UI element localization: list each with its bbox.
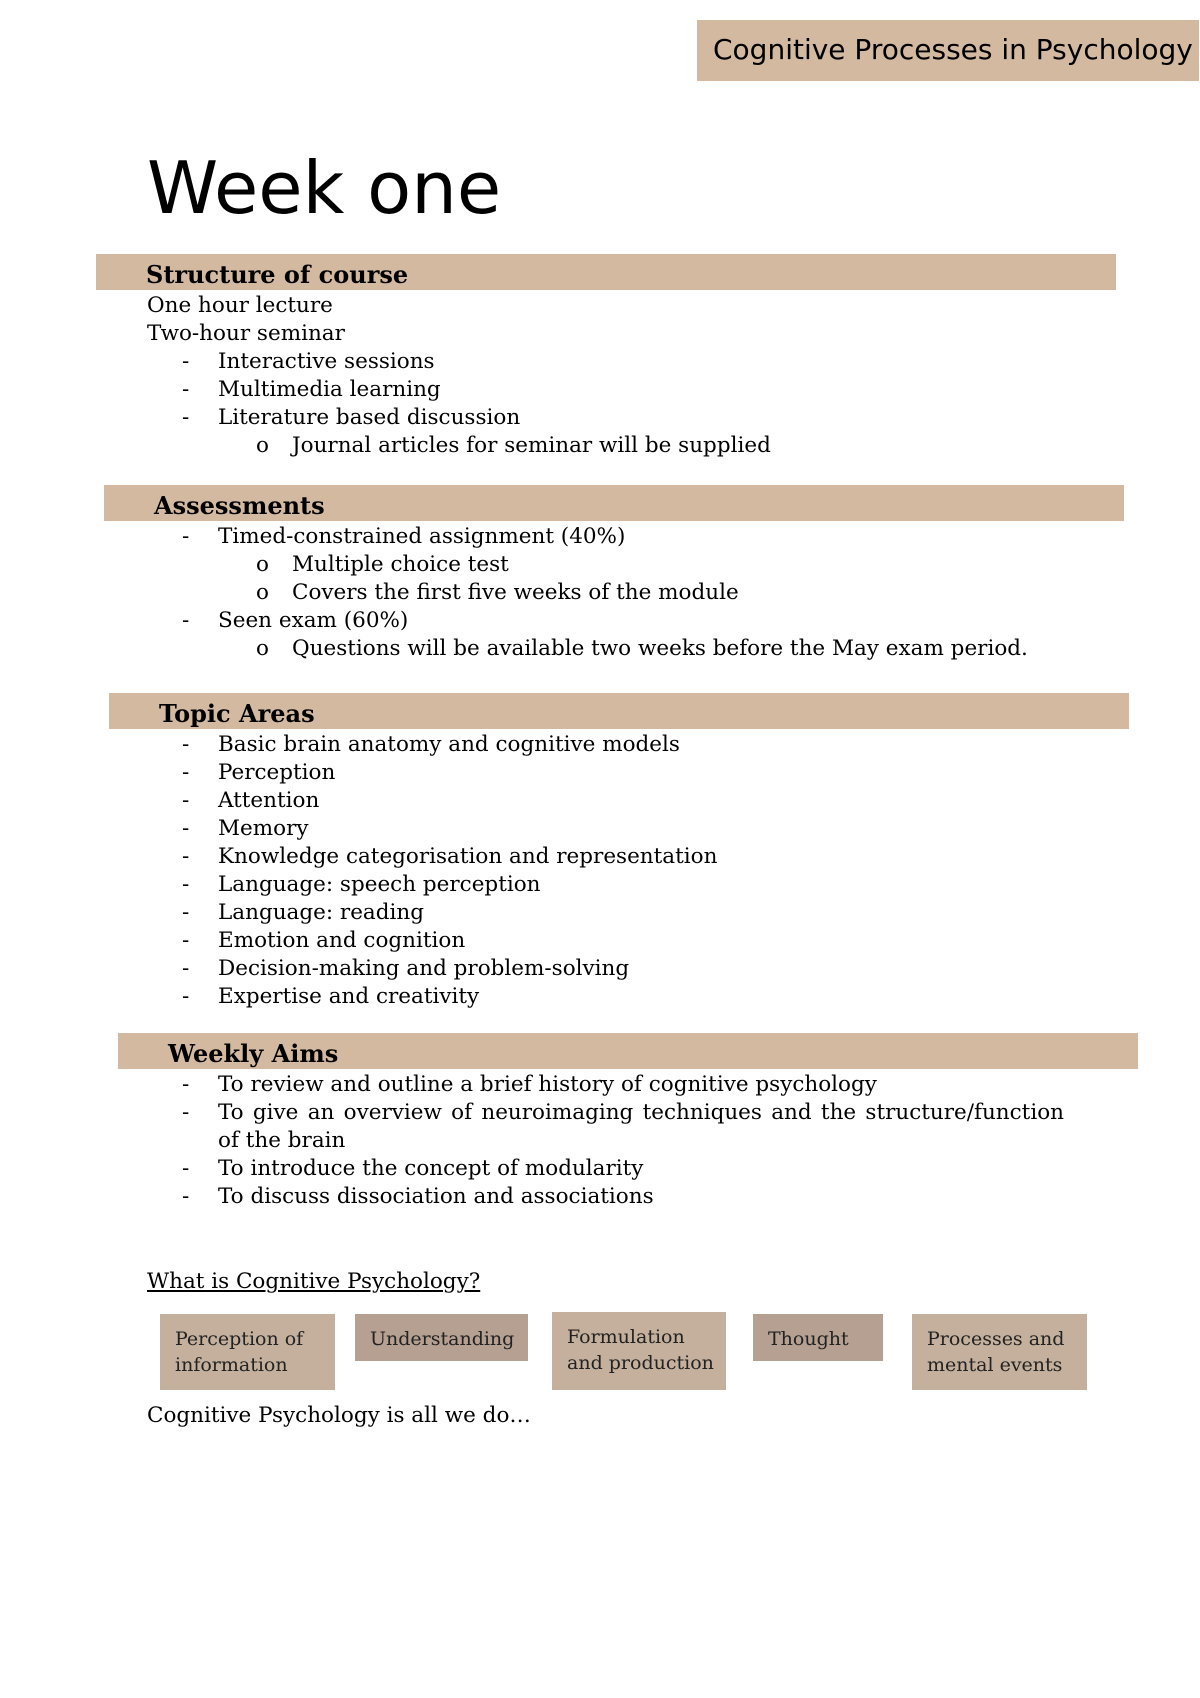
closing-statement: Cognitive Psychology is all we do…: [147, 1403, 531, 1428]
structure-line: One hour lecture: [147, 293, 333, 318]
assessments-list: [0, 523, 1200, 663]
list-item: - Emotion and cognition: [0, 927, 1200, 955]
document-header-tag: Cognitive Processes in Psychology: [697, 20, 1199, 81]
sub-list-item: o Questions will be available two weeks before the May exam period.: [292, 635, 1200, 663]
list-item: - Timed-constrained assignment (40%) o Multiple choice test o Covers the first five weeks of the module: [0, 523, 1200, 607]
list-item: - Attention: [0, 787, 1200, 815]
topics-list: [0, 731, 1200, 1011]
diagram-box-thought: Thought: [753, 1314, 883, 1361]
list-item: - To discuss dissociation and associations: [0, 1183, 1200, 1211]
list-item: - Memory: [0, 815, 1200, 843]
list-item: - Perception: [0, 759, 1200, 787]
list-item: - Language: speech perception: [0, 871, 1200, 899]
list-item: - Knowledge categorisation and representation: [0, 843, 1200, 871]
list-item: - Language: reading: [0, 899, 1200, 927]
page-title: Week one: [147, 146, 502, 230]
section-heading-structure: Structure of course: [96, 254, 1116, 290]
aims-list: [0, 1071, 1200, 1211]
diagram-box-understanding: Understanding: [355, 1314, 528, 1361]
diagram-box-formulation: Formulation and production: [552, 1312, 726, 1390]
list-item: - To introduce the concept of modularity: [0, 1155, 1200, 1183]
section-heading-assessments: Assessments: [104, 485, 1124, 521]
list-item: - Literature based discussion o Journal articles for seminar will be supplied: [0, 404, 1200, 460]
list-item: - Expertise and creativity: [0, 983, 1200, 1011]
list-item: - Decision-making and problem-solving: [0, 955, 1200, 983]
section-heading-aims: Weekly Aims: [118, 1033, 1138, 1069]
list-item: - Basic brain anatomy and cognitive models: [0, 731, 1200, 759]
diagram-box-perception: Perception of information: [160, 1314, 335, 1390]
structure-list: [0, 348, 1200, 460]
list-item: - To give an overview of neuroimaging techniques and the structure/function of the brain: [0, 1099, 1064, 1155]
sub-list-item: o Multiple choice test: [292, 551, 1200, 579]
list-item: - Multimedia learning: [0, 376, 1200, 404]
list-item: - To review and outline a brief history of cognitive psychology: [0, 1071, 1200, 1099]
diagram-box-processes: Processes and mental events: [912, 1314, 1087, 1390]
section-heading-topics: Topic Areas: [109, 693, 1129, 729]
list-item: - Seen exam (60%) o Questions will be available two weeks before the May exam period.: [0, 607, 1200, 663]
list-item: - Interactive sessions: [0, 348, 1200, 376]
sub-list-item: o Journal articles for seminar will be supplied: [292, 432, 1200, 460]
structure-line: Two-hour seminar: [147, 321, 345, 346]
question-heading: What is Cognitive Psychology?: [147, 1269, 481, 1294]
sub-list-item: o Covers the first five weeks of the module: [292, 579, 1200, 607]
